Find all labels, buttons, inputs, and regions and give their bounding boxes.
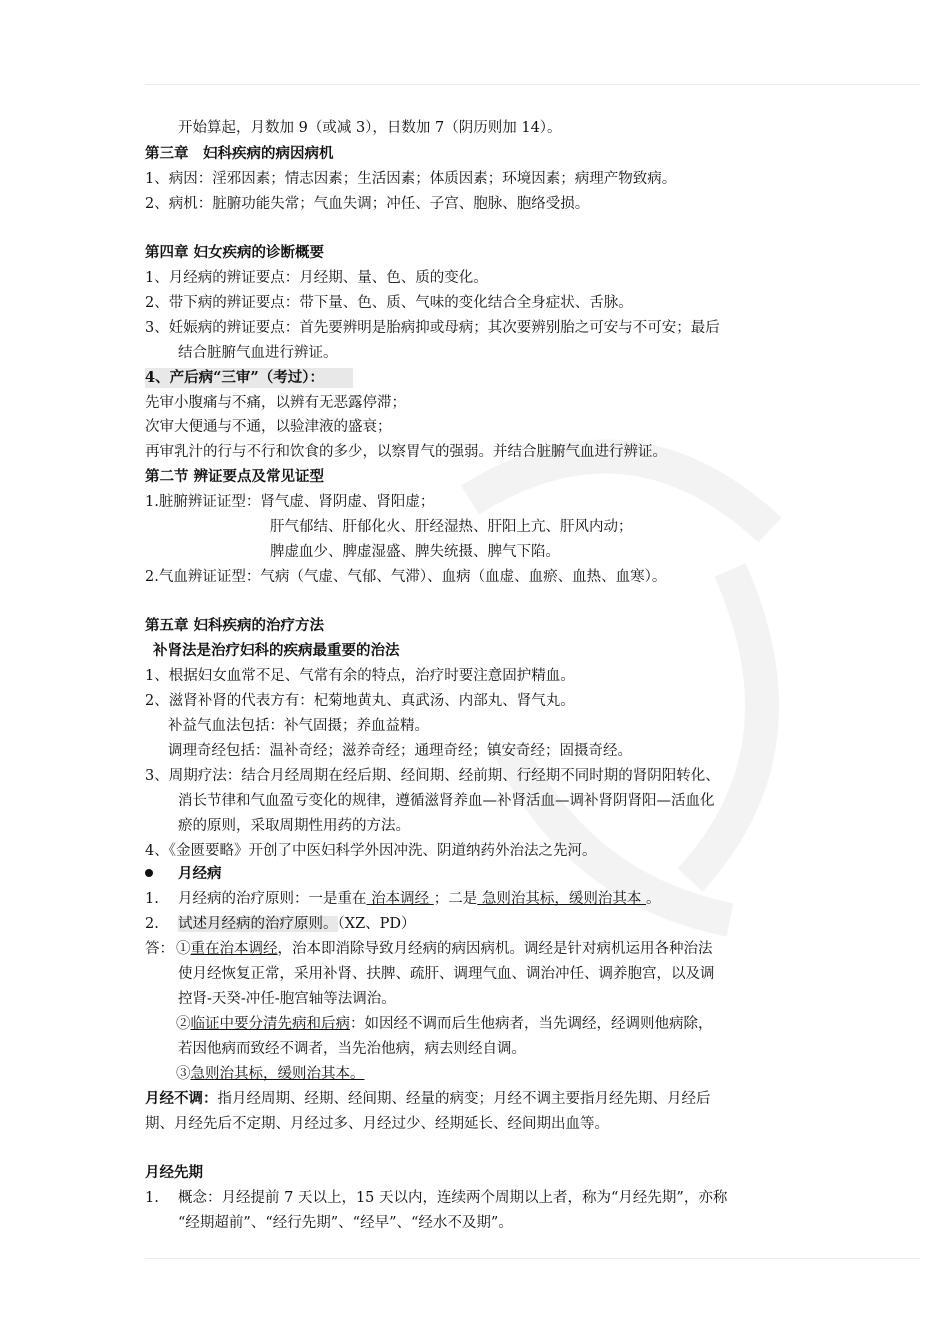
chapter5-subtitle: 补肾法是治疗妇科的疾病最重要的治法 [153, 642, 400, 659]
text-line: 期、月经先后不定期、月经过多、月经过少、经期延长、经间期出血等。 [145, 1116, 609, 1132]
text-line: 脾虚血少、脾虚湿盛、脾失统摄、脾气下陷。 [270, 544, 560, 560]
text-line: 1、月经病的辨证要点：月经期、量、色、质的变化。 [145, 270, 488, 286]
text-line: 调理奇经包括：温补奇经；滋养奇经；通理奇经；镇安奇经；固摄奇经。 [168, 743, 632, 759]
text-line: 1.脏腑辨证证型：肾气虚、肾阴虚、肾阳虚； [145, 494, 435, 510]
text-line: 先审小腹痛与不痛，以辨有无恶露停滞； [145, 395, 406, 411]
page-top-rule [145, 84, 920, 85]
text-line: 2、滋肾补肾的代表方有：杞菊地黄丸、真武汤、内部丸、肾气丸。 [145, 693, 575, 709]
page-bottom-rule [145, 1258, 920, 1259]
text-line: 1、病因：淫邪因素；情志因素；生活因素；体质因素；环境因素；病理产物致病。 [145, 171, 677, 187]
text-line: 3、妊娠病的辨证要点：首先要辨明是胎病抑或母病；其次要辨别胎之可安与不可安；最后 [145, 320, 720, 336]
text-line: 瘀的原则，采取周期性用药的方法。 [178, 818, 410, 834]
text-line: 再审乳汁的行与不行和饮食的多少，以察胃气的强弱。并结合脏腑气血进行辨证。 [145, 444, 667, 460]
text-line: 概念：月经提前 7 天以上，15 天以内，连续两个周期以上者，称为“月经先期”，亦称 [178, 1190, 728, 1206]
text-line: 肝气郁结、肝郁化火、肝经湿热、肝阳上亢、肝风内动； [270, 519, 633, 535]
text-line: 使月经恢复正常，采用补肾、扶脾、疏肝、调理气血、调治冲任、调养胞宫，以及调 [178, 966, 715, 982]
early-menstruation-title: 月经先期 [145, 1164, 203, 1181]
text-line: 3、周期疗法：结合月经周期在经后期、经间期、经前期、行经期不同时期的肾阴阳转化、 [145, 768, 720, 784]
question-line: 试述月经病的治疗原则。（XZ、PD） [178, 916, 416, 932]
text-line: 1、根据妇女血常不足、气常有余的特点，治疗时要注意固护精血。 [145, 668, 575, 684]
text-line: 2.气血辨证证型：气病（气虚、气郁、气滞）、血病（血虚、血瘀、血热、血寒）。 [145, 569, 667, 585]
text-line: 消长节律和气血盈亏变化的规律，遵循滋肾养血—补肾活血—调补肾阴肾阳—活血化 [178, 793, 715, 809]
highlighted-heading: 4、产后病“三审”（考过）： [145, 368, 353, 388]
text-line: 控肾-天癸-冲任-胞宫轴等法调治。 [178, 991, 396, 1007]
answer-line: ①重在治本调经，治本即消除导致月经病的病因病机。调经是针对病机运用各种治法 [176, 941, 713, 957]
text-line: “经期超前”、“经行先期”、“经早”、“经水不及期”。 [178, 1215, 513, 1231]
answer-label: 答： [145, 941, 174, 957]
bullet-icon [145, 869, 153, 877]
menstrual-disease-title: 月经病 [178, 865, 222, 882]
chapter4-title: 第四章 妇女疾病的诊断概要 [145, 244, 325, 261]
text-line: 若因他病而致经不调者，当先治他病，病去则经自调。 [178, 1041, 526, 1057]
text-line: 开始算起，月数加 9（或减 3），日数加 7（阴历则加 14）。 [178, 120, 562, 136]
list-number: 1. [145, 891, 159, 907]
answer-line: ②临证中要分清先病和后病：如因经不调而后生他病者，当先调经，经调则他病除， [176, 1016, 713, 1032]
text-line: 2、病机：脏腑功能失常；气血失调；冲任、子宫、胞脉、胞络受损。 [145, 196, 590, 212]
text-line: 补益气血法包括：补气固摄；养血益精。 [168, 718, 429, 734]
section2-title: 第二节 辨证要点及常见证型 [145, 468, 325, 485]
text-line: 月经不调：指月经周期、经期、经间期、经量的病变；月经不调主要指月经先期、月经后 [145, 1090, 711, 1107]
text-line: 4、《金匮要略》开创了中医妇科学外因冲洗、阴道纳药外治法之先河。 [145, 843, 597, 859]
chapter5-title: 第五章 妇科疾病的治疗方法 [145, 617, 325, 634]
answer-line: ③急则治其标，缓则治其本。 [176, 1066, 365, 1082]
text-line: 月经病的治疗原则：一是重在 治本调经 ；二是 急则治其标，缓则治其本 。 [178, 891, 661, 907]
text-line: 次审大便通与不通，以验津液的盛衰； [145, 419, 392, 435]
list-number: 1. [145, 1190, 159, 1206]
list-number: 2. [145, 916, 159, 932]
text-line: 2、带下病的辨证要点：带下量、色、质、气味的变化结合全身症状、舌脉。 [145, 295, 633, 311]
chapter3-title: 第三章 妇科疾病的病因病机 [145, 145, 334, 162]
text-line: 结合脏腑气血进行辨证。 [178, 345, 338, 361]
